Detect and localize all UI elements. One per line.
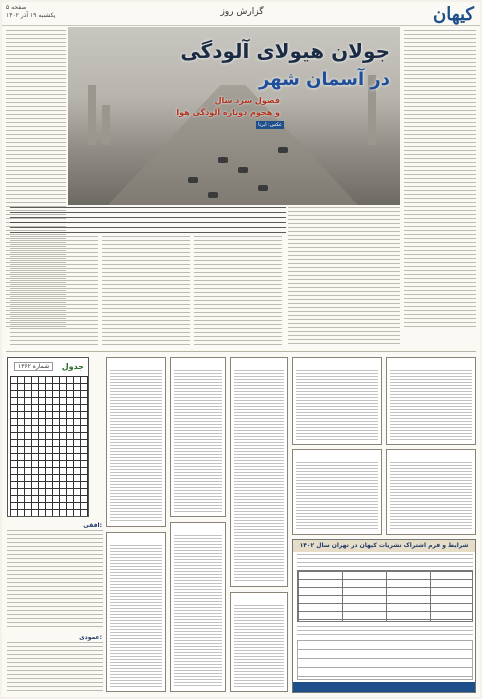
ad-block-7 <box>292 357 382 445</box>
ad-block-4 <box>170 522 226 692</box>
hero-subtitle-line2: و هجوم دوباره آلودگی هوا <box>176 108 280 117</box>
subscription-box <box>292 539 476 693</box>
ad-block-2 <box>106 532 166 692</box>
ad-block-9 <box>292 449 382 535</box>
hero-photo <box>68 27 400 205</box>
article-column-1 <box>10 236 98 348</box>
crossword-number: شماره ۱۳۶۲ <box>14 362 53 371</box>
ad-block-6 <box>230 592 288 692</box>
section-divider <box>6 351 476 352</box>
photo-credit: عکس: ایرنا <box>258 122 282 128</box>
ad-block-10 <box>386 449 476 535</box>
subscription-intro <box>297 554 473 568</box>
horizontal-clues <box>7 530 103 630</box>
brand-logo: کیهان <box>432 4 474 25</box>
article-column-2 <box>102 236 190 348</box>
subscription-price-table <box>297 570 473 622</box>
ad-block-5 <box>230 357 288 587</box>
horizontal-clues-label: افقی: <box>83 522 102 529</box>
lead-paragraph <box>10 207 286 233</box>
right-column-text <box>404 30 476 330</box>
page-number-label: صفحه ۵ <box>6 4 27 11</box>
ad-block-8 <box>386 357 476 445</box>
hero-subtitle <box>176 95 280 119</box>
page-number <box>6 4 56 20</box>
crossword-grid <box>10 376 88 516</box>
newspaper-page <box>2 2 480 697</box>
subscription-form <box>297 640 473 680</box>
subscription-contact-bar <box>293 682 475 692</box>
subscription-notes <box>297 626 473 638</box>
crossword-title: جدول <box>61 362 84 371</box>
vertical-clues-label: عمودی: <box>79 634 102 641</box>
article-column-4 <box>288 207 400 347</box>
ad-block-3 <box>170 357 226 517</box>
ad-block-1 <box>106 357 166 527</box>
section-title: گزارش روز <box>220 7 264 17</box>
article-column-3 <box>194 236 282 348</box>
vertical-clues <box>7 642 103 694</box>
hero-subtitle-line1: فصول سرد سال <box>214 96 280 105</box>
hero-headline-line2: در آسمان شهر <box>259 69 390 90</box>
subscription-title: شرایط و فرم اشتراک نشریات کیهان در تهران سال ۱۴۰۲ <box>293 540 475 552</box>
crossword-puzzle <box>7 357 89 517</box>
date-line: یکشنبه ۱۹ آذر ۱۴۰۲ <box>6 12 56 19</box>
masthead <box>2 2 480 26</box>
hero-headline: جولان هیولای آلودگی <box>180 39 390 63</box>
